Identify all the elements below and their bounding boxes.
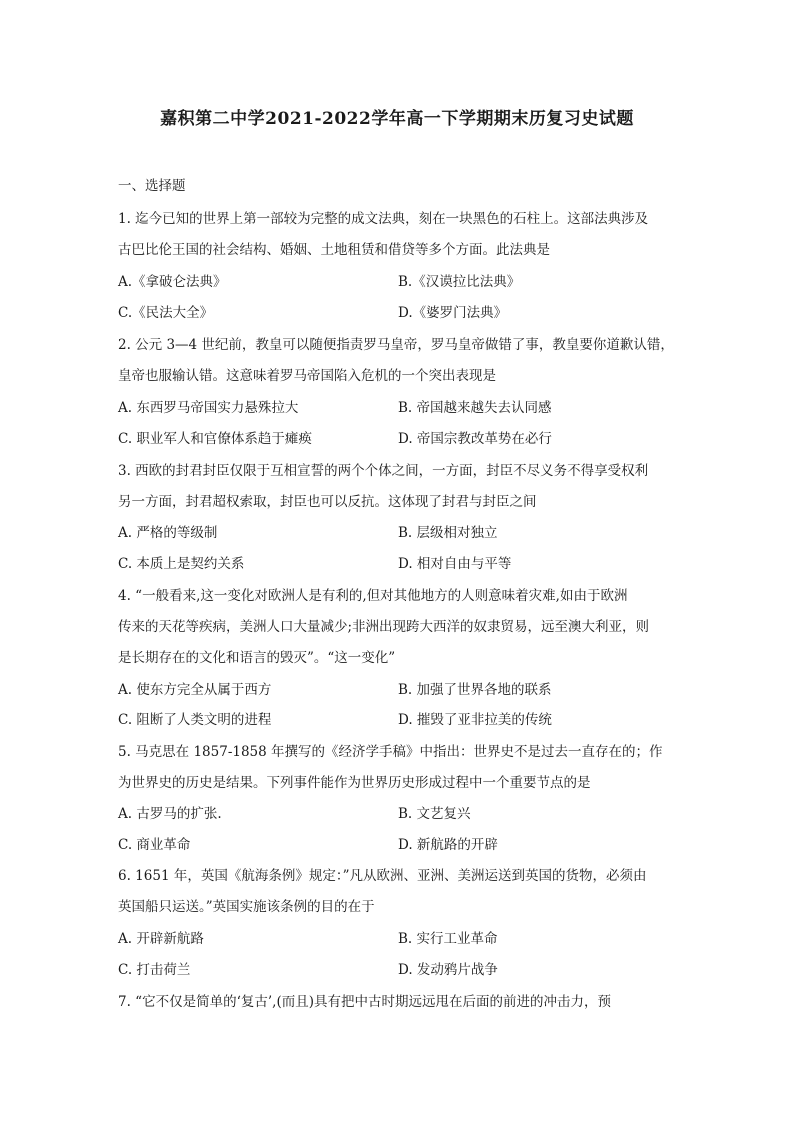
question-2-option-c: C. 职业军人和官僚体系趋于瘫痪 xyxy=(118,431,312,447)
question-3-option-d: D. 相对自由与平等 xyxy=(398,556,512,572)
question-1-line-2: 古巴比伦王国的社会结构、婚姻、土地租赁和借贷等多个方面。此法典是 xyxy=(118,242,550,258)
question-6-option-a: A. 开辟新航路 xyxy=(118,931,204,947)
question-5-option-d: D. 新航路的开辟 xyxy=(398,837,498,853)
page-title: 嘉积第二中学2021-2022学年高一下学期期末历复习史试题 xyxy=(160,109,634,129)
question-4-line-2: 传来的天花等疾病，美洲人口大量减少;非洲出现跨大西洋的奴隶贸易，远至澳大利亚，则 xyxy=(118,619,650,635)
question-5-line-2: 为世界史的历史是结果。下列事件能作为世界历史形成过程中一个重要节点的是 xyxy=(118,775,591,791)
question-5-option-b: B. 文艺复兴 xyxy=(398,806,471,822)
question-6-option-c: C. 打击荷兰 xyxy=(118,962,191,978)
question-1-option-c: C.《民法大全》 xyxy=(118,305,214,321)
question-6-option-d: D. 发动鸦片战争 xyxy=(398,962,498,978)
question-2-option-d: D. 帝国宗教改革势在必行 xyxy=(398,431,552,447)
question-6-line-1: 6. 1651 年，英国《航海条例》规定：”凡从欧洲、亚洲、美洲运送到英国的货物，必须由 xyxy=(118,868,647,884)
question-1-option-a: A.《拿破仑法典》 xyxy=(118,274,227,290)
question-4-line-1: 4. “一般看来,这一变化对欧洲人是有利的,但对其他地方的人则意味着灾难,如由于欧洲 xyxy=(118,588,628,604)
question-2-option-a: A. 东西罗马帝国实力悬殊拉大 xyxy=(118,400,299,416)
question-3-option-b: B. 层级相对独立 xyxy=(398,525,498,541)
question-2-option-b: B. 帝国越来越失去认同感 xyxy=(398,400,552,416)
question-1-option-b: B.《汉谟拉比法典》 xyxy=(398,274,521,290)
question-2-line-2: 皇帝也服输认错。这意味着罗马帝国陷入危机的一个突出表现是 xyxy=(118,368,496,384)
question-7-line-1: 7. “它不仅是简单的‘复古’,(而且)具有把中古时期远远甩在后面的前进的冲击力，预 xyxy=(118,994,611,1010)
question-3-option-a: A. 严格的等级制 xyxy=(118,525,218,541)
question-3-line-2: 另一方面，封君超权索取，封臣也可以反抗。这体现了封君与封臣之间 xyxy=(118,494,537,510)
question-5-option-c: C. 商业革命 xyxy=(118,837,191,853)
question-6-line-2: 英国船只运送。”英国实施该条例的目的在于 xyxy=(118,899,375,915)
question-4-option-d: D. 摧毁了亚非拉美的传统 xyxy=(398,712,552,728)
question-3-option-c: C. 本质上是契约关系 xyxy=(118,556,245,572)
question-6-option-b: B. 实行工业革命 xyxy=(398,931,498,947)
question-3-line-1: 3. 西欧的封君封臣仅限于互相宣誓的两个个体之间，一方面，封臣不尽义务不得享受权利 xyxy=(118,463,649,479)
question-4-option-a: A. 使东方完全从属于西方 xyxy=(118,682,272,698)
question-4-line-3: 是长期存在的文化和语言的毁灭”。“这一变化” xyxy=(118,650,396,666)
question-5-line-1: 5. 马克思在 1857-1858 年撰写的《经济学手稿》中指出：世界史不是过去一直存在的；作 xyxy=(118,744,663,760)
question-1-line-1: 1. 迄今已知的世界上第一部较为完整的成文法典，刻在一块黑色的石柱上。这部法典涉及 xyxy=(118,211,649,227)
question-4-option-c: C. 阻断了人类文明的进程 xyxy=(118,712,272,728)
question-2-line-1: 2. 公元 3—4 世纪前，教皇可以随便指责罗马皇帝，罗马皇帝做错了事，教皇要你道歉认错， xyxy=(118,337,674,353)
question-4-option-b: B. 加强了世界各地的联系 xyxy=(398,682,552,698)
question-5-option-a: A. 古罗马的扩张. xyxy=(118,806,222,822)
section-heading: 一、选择题 xyxy=(118,178,186,194)
question-1-option-d: D.《婆罗门法典》 xyxy=(398,305,508,321)
